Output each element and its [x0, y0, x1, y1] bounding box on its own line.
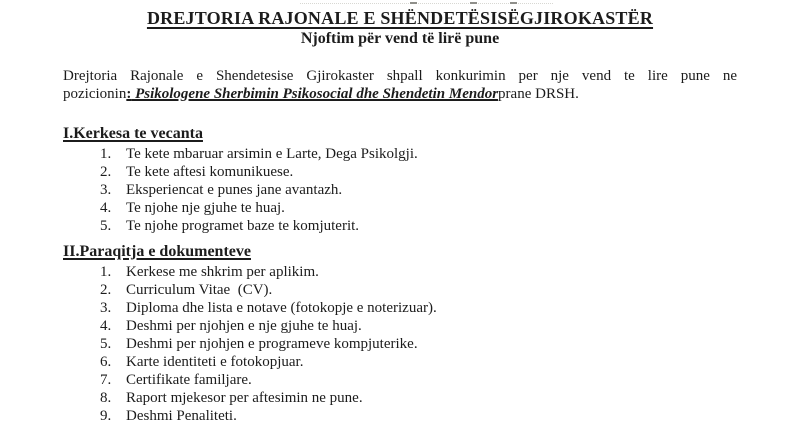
list-item-number: 5. — [100, 336, 112, 352]
list-item-text: Te njohe nje gjuhe te huaj. — [126, 200, 285, 216]
list-item — [63, 199, 737, 217]
list-item-number: 3. — [100, 300, 112, 316]
list-item-text: Deshmi per njohjen e programeve kompjuterike. — [126, 336, 418, 352]
position-name-highlight: Psikologene Sherbimin Psikosocial dhe Shendetin Mendor — [131, 86, 499, 102]
list-item-number: 2. — [100, 282, 112, 298]
intro-paragraph — [63, 67, 737, 103]
scan-noise-dashes — [410, 2, 417, 4]
list-item-number: 7. — [100, 372, 112, 388]
list-item — [63, 317, 737, 335]
list-item-text: Eksperiencat e punes jane avantazh. — [126, 182, 343, 198]
list-item — [63, 217, 737, 235]
list-item-text: Deshmi Penaliteti. — [126, 408, 237, 424]
scan-noise-artifact — [300, 3, 553, 4]
intro-line2-end: prane DRSH. — [498, 86, 579, 102]
list-item-number: 4. — [100, 318, 112, 334]
list-item-number: 5. — [100, 218, 112, 234]
list-item-number: 1. — [100, 146, 112, 162]
requirements-list — [63, 145, 737, 235]
list-item-text: Diploma dhe lista e notave (fotokopje e noterizuar). — [126, 300, 437, 316]
list-item — [63, 335, 737, 353]
documents-list — [63, 263, 737, 425]
list-item — [63, 145, 737, 163]
document-subtitle: Njoftim për vend të lirë pune — [300, 30, 500, 47]
intro-line2-start: pozicionin — [63, 86, 127, 102]
list-item-text: Deshmi per njohjen e nje gjuhe te huaj. — [126, 318, 362, 334]
list-item — [63, 353, 737, 371]
list-item-text: Raport mjekesor per aftesimin ne pune. — [126, 390, 363, 406]
list-item-number: 6. — [100, 354, 112, 370]
list-item — [63, 389, 737, 407]
section-heading-documents: II.Paraqitja e dokumenteve — [63, 243, 251, 260]
list-item-number: 1. — [100, 264, 112, 280]
list-item-text: Te njohe programet baze te komjuterit. — [126, 218, 360, 234]
list-item — [63, 299, 737, 317]
section-heading-requirements: I.Kerkesa te vecanta — [63, 125, 203, 142]
list-item-text: Kerkese me shkrim per aplikim. — [126, 264, 319, 280]
list-item-text: Certifikate familjare. — [126, 372, 252, 388]
intro-line-1: Drejtoria Rajonale e Shendetesise Gjirokaster shpall konkurimin per nje vend te lire pune ne — [63, 68, 737, 84]
document-title-text: DREJTORIA RAJONALE E SHËNDETËSISËGJIROKASTËR — [146, 8, 654, 28]
list-item-text: Curriculum Vitae (CV). — [126, 282, 273, 298]
list-item — [63, 263, 737, 281]
list-item-number: 3. — [100, 182, 112, 198]
intro-colon: : — [126, 86, 132, 102]
list-item — [63, 371, 737, 389]
list-item-number: 8. — [100, 390, 112, 406]
list-item — [63, 407, 737, 425]
list-item-text: Te kete mbaruar arsimin e Larte, Dega Psikolgji. — [126, 146, 418, 162]
list-item-text: Karte identiteti e fotokopjuar. — [126, 354, 304, 370]
list-item — [63, 163, 737, 181]
list-item-number: 9. — [100, 408, 112, 424]
list-item — [63, 181, 737, 199]
list-item-number: 4. — [100, 200, 112, 216]
list-item-number: 2. — [100, 164, 112, 180]
document-title — [63, 8, 737, 28]
list-item-text: Te kete aftesi komunikuese. — [126, 164, 294, 180]
list-item — [63, 281, 737, 299]
intro-line-2 — [63, 85, 737, 103]
